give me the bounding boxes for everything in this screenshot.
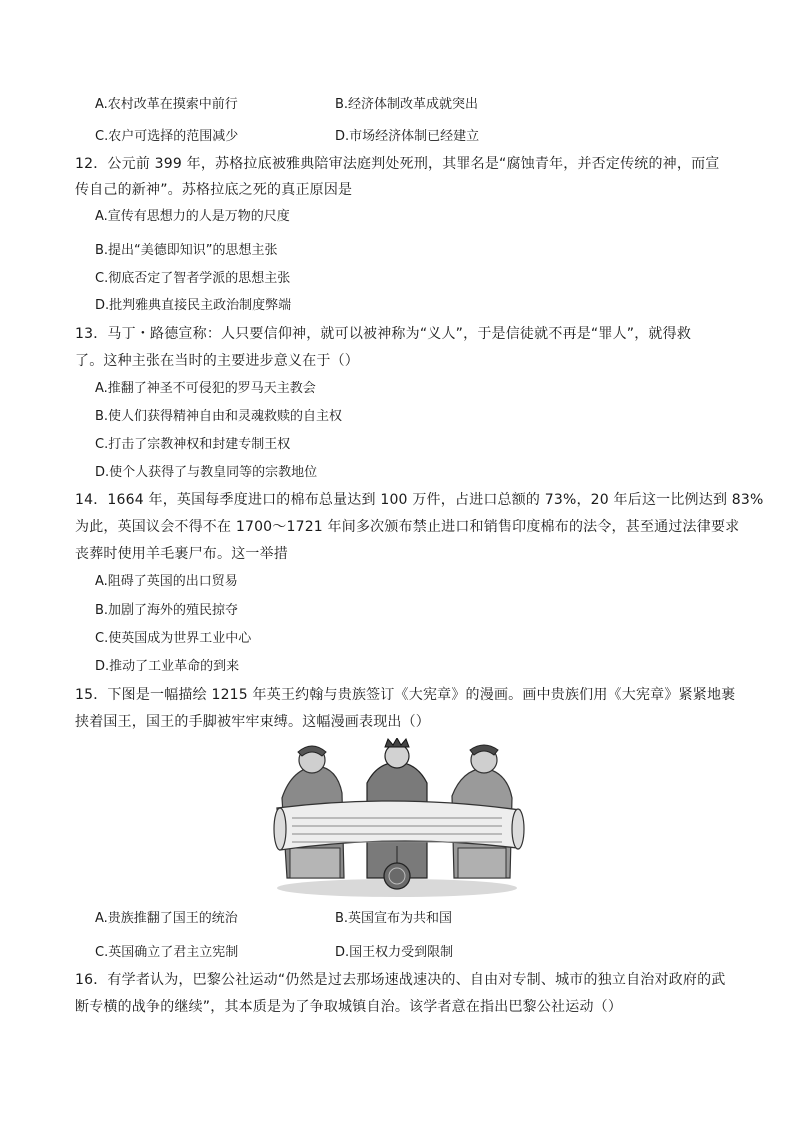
q11-option-a: A.农村改革在摸索中前行 — [95, 97, 238, 112]
q11-option-b: B.经济体制改革成就突出 — [335, 97, 479, 112]
q14-option-b: B.加剧了海外的殖民掠夺 — [95, 603, 239, 618]
q13-option-c: C.打击了宗教神权和封建专制王权 — [95, 437, 291, 452]
q16-stem-line1: 16．有学者认为，巴黎公社运动“仍然是过去那场速战速决的、自由对专制、城市的独立自治对政府的武 — [75, 972, 726, 988]
q11-option-d: D.市场经济体制已经建立 — [335, 129, 480, 144]
q12-option-c: C.彻底否定了智者学派的思想主张 — [95, 271, 291, 286]
q14-stem-line1: 14．1664 年，英国每季度进口的棉布总量达到 100 万件，占进口总额的 73%，20 年后这一比例达到 83% — [75, 492, 764, 508]
q15-stem-line2: 挟着国王，国王的手脚被牢牢束缚。这幅漫画表现出（） — [75, 714, 430, 730]
q14-stem-line2: 为此，英国议会不得不在 1700～1721 年间多次颁布禁止进口和销售印度棉布的法令，甚至通过法律要求 — [75, 519, 740, 535]
q15-stem-line1: 15．下图是一幅描绘 1215 年英王约翰与贵族签订《大宪章》的漫画。画中贵族们用《大宪章》紧紧地裹 — [75, 687, 736, 703]
q14-stem-line3: 丧葬时使用羊毛裹尸布。这一举措 — [75, 546, 288, 562]
magna-carta-cartoon-image — [262, 738, 532, 898]
q14-option-c: C.使英国成为世界工业中心 — [95, 631, 252, 646]
q13-option-b: B.使人们获得精神自由和灵魂救赎的自主权 — [95, 409, 343, 424]
q15-option-b: B.英国宣布为共和国 — [335, 911, 453, 926]
q12-option-d: D.批判雅典直接民主政治制度弊端 — [95, 298, 292, 313]
q12-option-b: B.提出“美德即知识”的思想主张 — [95, 243, 278, 258]
q13-stem-line1: 13．马丁・路德宣称：人只要信仰神，就可以被神称为“义人”，于是信徒就不再是“罪人”，就得救 — [75, 326, 692, 342]
q14-option-d: D.推动了工业革命的到来 — [95, 659, 240, 674]
q14-option-a: A.阻碍了英国的出口贸易 — [95, 574, 238, 589]
q12-option-a: A.宣传有思想力的人是万物的尺度 — [95, 209, 290, 224]
q15-option-d: D.国王权力受到限制 — [335, 945, 454, 960]
q12-stem-line2: 传自己的新神”。苏格拉底之死的真正原因是 — [75, 182, 353, 198]
q12-stem-line1: 12．公元前 399 年，苏格拉底被雅典陪审法庭判处死刑，其罪名是“腐蚀青年，并否定传统的神，而宣 — [75, 156, 720, 172]
q11-option-c: C.农户可选择的范围减少 — [95, 129, 239, 144]
q15-option-a: A.贵族推翻了国王的统治 — [95, 911, 238, 926]
q13-option-d: D.使个人获得了与教皇同等的宗教地位 — [95, 465, 318, 480]
q13-option-a: A.推翻了神圣不可侵犯的罗马天主教会 — [95, 381, 316, 396]
q16-stem-line2: 断专横的战争的继续”，其本质是为了争取城镇自治。该学者意在指出巴黎公社运动（） — [75, 999, 623, 1015]
q13-stem-line2: 了。这种主张在当时的主要进步意义在于（） — [75, 353, 359, 369]
q15-option-c: C.英国确立了君主立宪制 — [95, 945, 239, 960]
